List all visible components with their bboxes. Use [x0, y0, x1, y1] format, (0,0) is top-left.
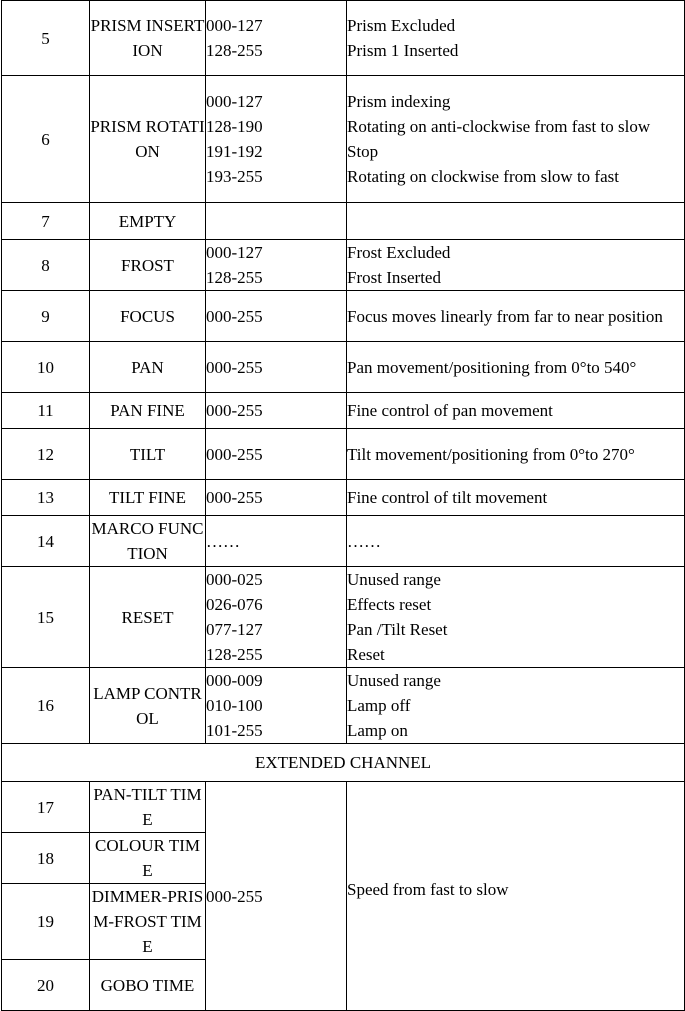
value-range-cell: [206, 516, 347, 567]
value-range: 000-255: [206, 488, 263, 507]
value-range-cell: [206, 480, 347, 516]
description: Unused range: [347, 671, 441, 690]
table-row: [2, 203, 685, 240]
description: Prism Excluded: [347, 16, 456, 35]
channel-number: 11: [2, 393, 90, 429]
function-name: FOCUS: [90, 291, 206, 342]
table-row: [2, 240, 685, 291]
function-name: PRISM INSERTION: [90, 1, 206, 76]
value-range: 026-076: [206, 595, 263, 614]
description: Fine control of pan movement: [347, 401, 553, 420]
table-row: [2, 668, 685, 744]
function-name: TILT FINE: [90, 480, 206, 516]
table-row: [2, 516, 685, 567]
table-row: [2, 1, 685, 76]
description: Pan movement/positioning from 0°to 540°: [347, 357, 637, 377]
value-range-cell: [206, 429, 347, 480]
description: Prism indexing: [347, 92, 451, 111]
value-range: 000-127: [206, 92, 263, 111]
table-row: [2, 291, 685, 342]
description: Lamp on: [347, 721, 408, 740]
table-row: [2, 480, 685, 516]
value-range: 191-192: [206, 142, 263, 161]
table-row: [2, 782, 685, 833]
value-range: 193-255: [206, 167, 263, 186]
function-name: RESET: [90, 567, 206, 668]
table-row: [2, 76, 685, 203]
value-range-cell: [206, 291, 347, 342]
channel-number: 7: [2, 203, 90, 240]
value-range: 000-127: [206, 243, 263, 262]
function-name: EMPTY: [90, 203, 206, 240]
section-row: [2, 744, 685, 782]
description-cell: [347, 240, 685, 291]
description-cell: [347, 1, 685, 76]
table-row: [2, 393, 685, 429]
value-range: 000-255: [206, 306, 263, 326]
function-name: PAN FINE: [90, 393, 206, 429]
value-range: 000-255: [206, 444, 263, 464]
description: Speed from fast to slow: [347, 880, 509, 899]
channel-number: 9: [2, 291, 90, 342]
channel-number: 8: [2, 240, 90, 291]
value-range-cell: [206, 1, 347, 76]
description-cell: [347, 516, 685, 567]
description: Pan /Tilt Reset: [347, 620, 448, 639]
value-range: 128-255: [206, 268, 263, 287]
description-cell: [347, 668, 685, 744]
function-name: PRISM ROTATION: [90, 76, 206, 203]
description-cell: [347, 480, 685, 516]
table-row: [2, 429, 685, 480]
value-range-cell: [206, 668, 347, 744]
description-cell: [347, 76, 685, 203]
value-range: 000-255: [206, 401, 263, 420]
description: Tilt movement/positioning from 0°to 270°: [347, 444, 635, 464]
value-range-cell: [206, 240, 347, 291]
function-name: TILT: [90, 429, 206, 480]
channel-number: 19: [2, 884, 90, 960]
description: Effects reset: [347, 595, 432, 614]
description: Rotating on anti-clockwise from fast to slow: [347, 117, 651, 136]
dmx-channel-table: [1, 0, 685, 1011]
function-name: PAN: [90, 342, 206, 393]
description-cell: [347, 393, 685, 429]
description: Frost Excluded: [347, 243, 451, 262]
function-name: MARCO FUNCTION: [90, 516, 206, 567]
value-range: 000-009: [206, 671, 263, 690]
description: Lamp off: [347, 696, 411, 715]
value-range: 000-255: [206, 886, 263, 906]
description: Fine control of tilt movement: [347, 488, 548, 507]
channel-number: 16: [2, 668, 90, 744]
description-cell: [347, 567, 685, 668]
value-range: 101-255: [206, 721, 263, 740]
description-cell: [347, 429, 685, 480]
value-range: 077-127: [206, 620, 263, 639]
value-range-cell: [206, 393, 347, 429]
value-range-cell: [206, 782, 347, 1011]
channel-number: 17: [2, 782, 90, 833]
function-name: FROST: [90, 240, 206, 291]
value-range: 000-127: [206, 16, 263, 35]
channel-number: 12: [2, 429, 90, 480]
function-name: DIMMER-PRISM-FROST TIME: [90, 884, 206, 960]
channel-number: 13: [2, 480, 90, 516]
channel-number: 14: [2, 516, 90, 567]
function-name: GOBO TIME: [90, 960, 206, 1011]
description: Stop: [347, 142, 379, 161]
description: Unused range: [347, 570, 441, 589]
value-range: 000-025: [206, 570, 263, 589]
description: Reset: [347, 645, 385, 664]
extended-channel-header: EXTENDED CHANNEL: [2, 744, 685, 782]
description: Prism 1 Inserted: [347, 41, 459, 60]
description: Rotating on clockwise from slow to fast: [347, 167, 619, 186]
function-name: PAN-TILT TIME: [90, 782, 206, 833]
channel-number: 18: [2, 833, 90, 884]
function-name: COLOUR TIME: [90, 833, 206, 884]
channel-number: 20: [2, 960, 90, 1011]
value-range-cell: [206, 203, 347, 240]
value-range: 128-190: [206, 117, 263, 136]
function-name: LAMP CONTROL: [90, 668, 206, 744]
description-cell: [347, 782, 685, 1011]
description: Focus moves linearly from far to near position: [347, 306, 663, 326]
value-range-cell: [206, 342, 347, 393]
value-range: ……: [206, 531, 240, 551]
description-cell: [347, 291, 685, 342]
description-cell: [347, 203, 685, 240]
value-range: 000-255: [206, 357, 263, 377]
description-cell: [347, 342, 685, 393]
table-row: [2, 342, 685, 393]
table-row: [2, 567, 685, 668]
channel-number: 6: [2, 76, 90, 203]
channel-number: 5: [2, 1, 90, 76]
value-range-cell: [206, 567, 347, 668]
value-range: 128-255: [206, 41, 263, 60]
value-range: 128-255: [206, 645, 263, 664]
channel-number: 15: [2, 567, 90, 668]
description: Frost Inserted: [347, 268, 441, 287]
channel-number: 10: [2, 342, 90, 393]
value-range: 010-100: [206, 696, 263, 715]
value-range-cell: [206, 76, 347, 203]
description: ……: [347, 531, 381, 551]
